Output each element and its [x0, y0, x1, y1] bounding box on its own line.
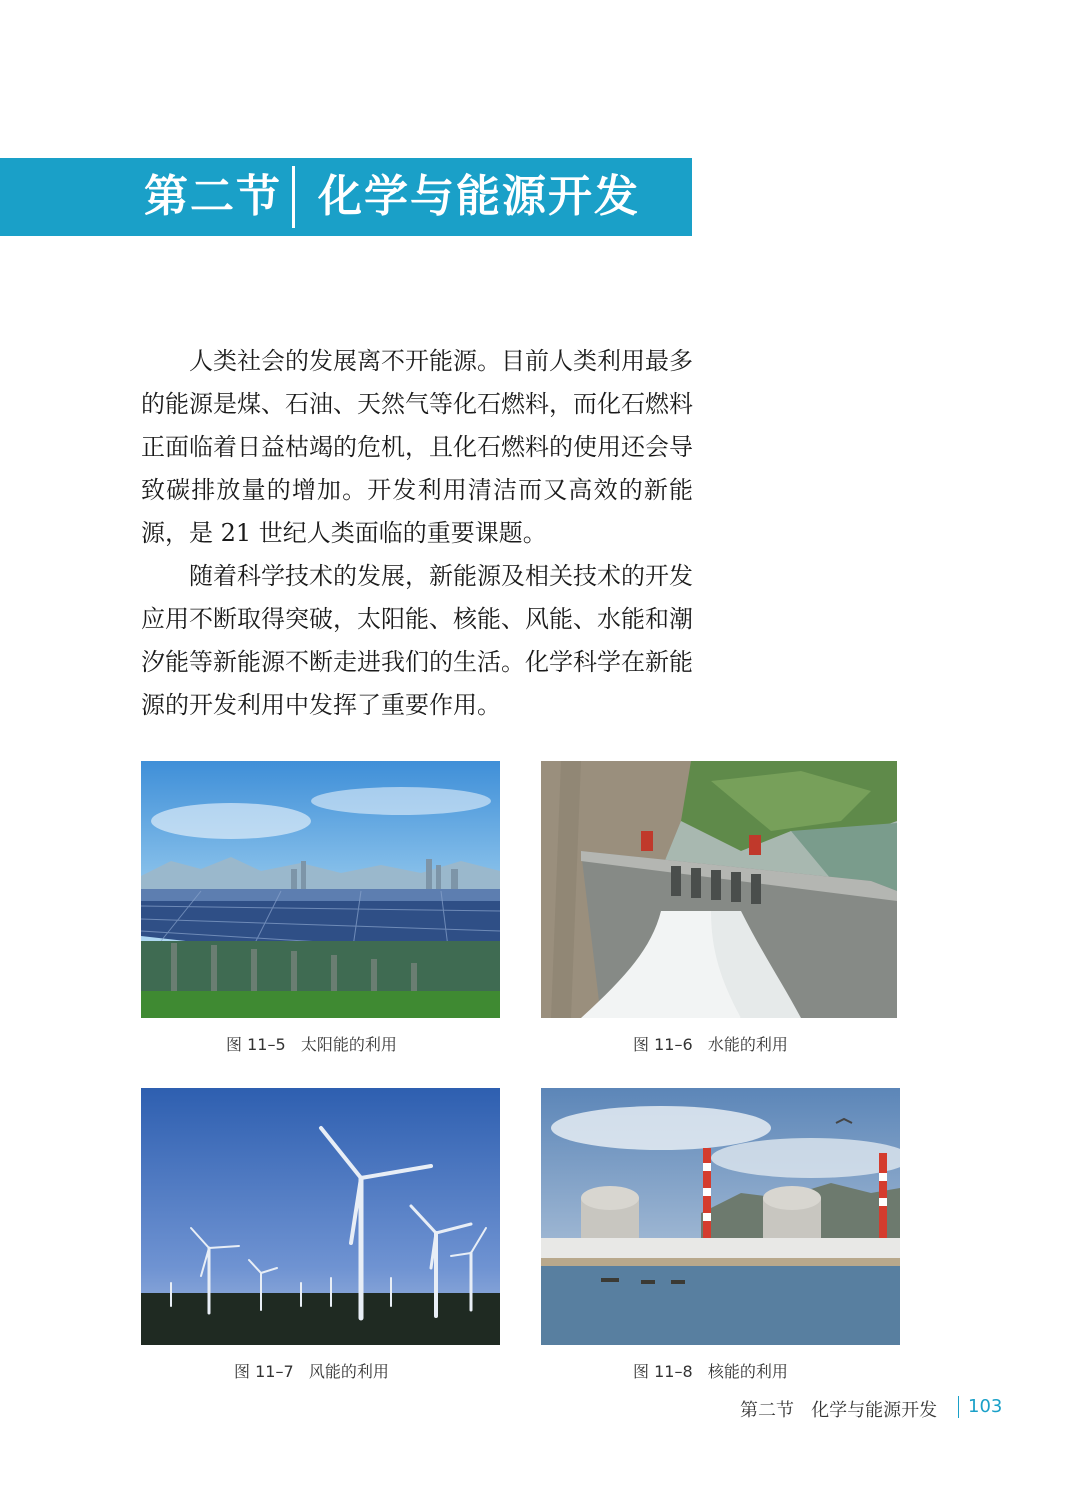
figure-caption-11-6: 图 11–6 水能的利用 — [633, 1035, 788, 1054]
banner-divider — [292, 166, 295, 228]
nuclear-plant-photo — [541, 1088, 900, 1345]
section-banner — [0, 158, 692, 236]
section-number: 第二节 — [144, 171, 282, 222]
section-title: 化学与能源开发 — [318, 171, 640, 222]
footer-section-label: 第二节 化学与能源开发 — [740, 1400, 938, 1421]
body-text — [141, 340, 693, 727]
wind-turbines-photo — [141, 1088, 500, 1345]
figure-caption-11-8: 图 11–8 核能的利用 — [633, 1362, 788, 1381]
solar-panels-photo — [141, 761, 500, 1018]
figure-caption-11-7: 图 11–7 风能的利用 — [234, 1362, 389, 1381]
footer-divider — [958, 1396, 959, 1418]
figure-caption-11-5: 图 11–5 太阳能的利用 — [226, 1035, 397, 1054]
paragraph-1: 人类社会的发展离不开能源。目前人类利用最多的能源是煤、石油、天然气等化石燃料，而化石燃料正面临着日益枯竭的危机，且化石燃料的使用还会导致碳排放量的增加。开发利用清洁而又高效的新能源，是 21 世纪人类面临的重要课题。 — [141, 347, 693, 547]
paragraph-2: 随着科学技术的发展，新能源及相关技术的开发应用不断取得突破，太阳能、核能、风能、水能和潮汐能等新能源不断走进我们的生活。化学科学在新能源的开发利用中发挥了重要作用。 — [141, 562, 693, 719]
page-number: 103 — [968, 1396, 1003, 1417]
hydro-dam-photo — [541, 761, 897, 1018]
